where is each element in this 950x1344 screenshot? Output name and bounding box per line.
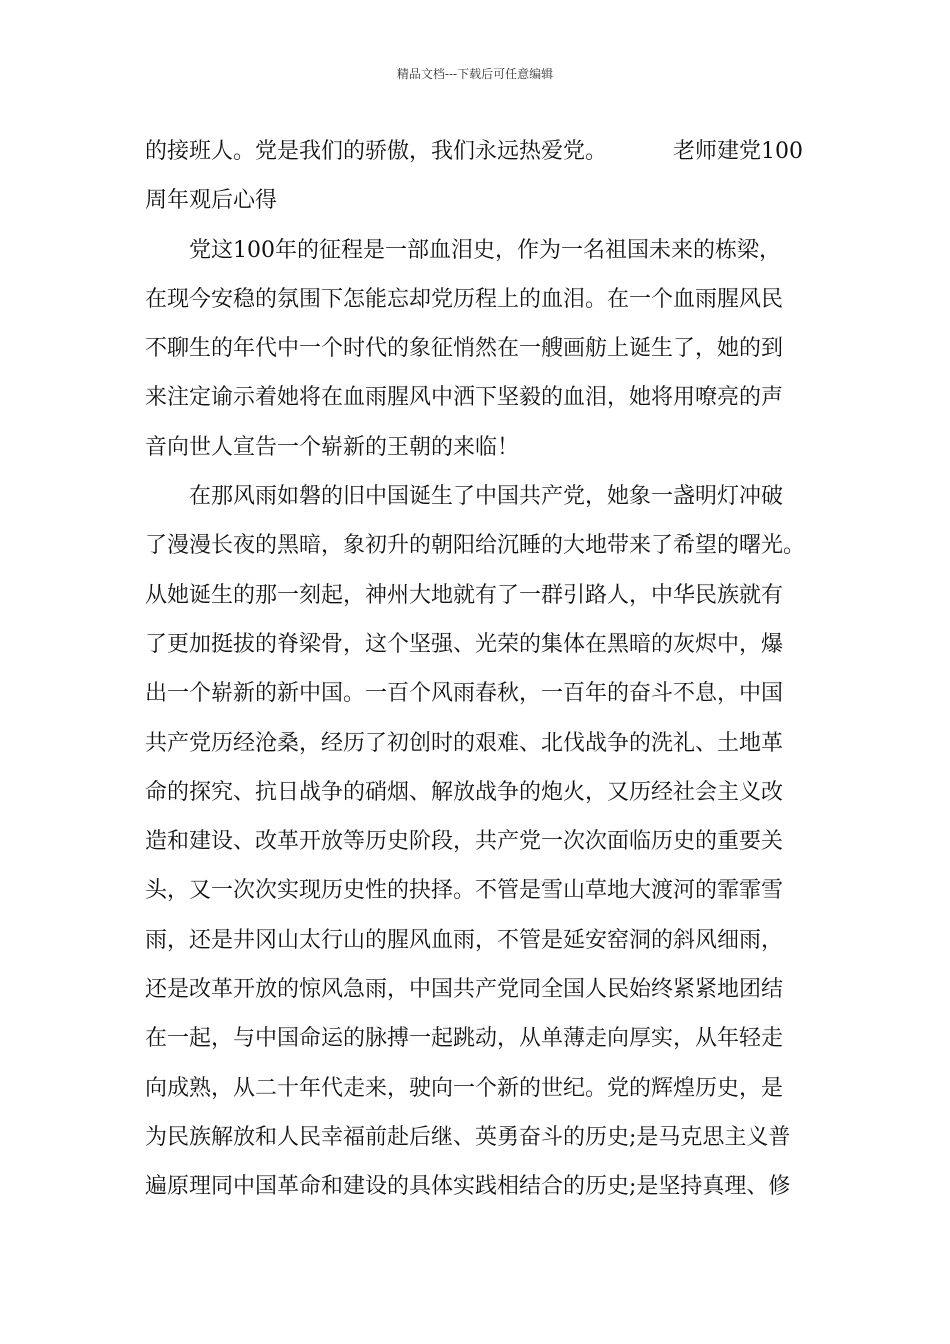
- text-line-content: 了更加挺拔的脊梁骨，这个坚强、光荣的集体在黑暗的灰烬中，爆: [145, 631, 784, 657]
- text-line-content: 共产党历经沧桑，经历了初创时的艰难、北伐战争的洗礼、土地革: [145, 730, 784, 756]
- text-line: [145, 1014, 825, 1063]
- text-line: [145, 275, 825, 324]
- paragraph-start-line: [145, 472, 825, 521]
- text-line: [145, 768, 825, 817]
- text-line: [145, 176, 825, 225]
- text-line: [145, 916, 825, 965]
- text-line-content: 来注定谕示着她将在血雨腥风中洒下坚毅的血泪，她将用嘹亮的声: [145, 385, 784, 411]
- text-line: [145, 373, 825, 422]
- text-line-content: 音向世人宣告一个崭新的王朝的来临！: [145, 434, 520, 460]
- text-line: [145, 571, 825, 620]
- text-line: [145, 1064, 825, 1113]
- text-line-content: 向成熟，从二十年代走来，驶向一个新的世纪。党的辉煌历史，是: [145, 1075, 784, 1101]
- text-line-content: 从她诞生的那一刻起，神州大地就有了一群引路人，中华民族就有: [145, 582, 784, 608]
- text-line: [145, 965, 825, 1014]
- text-line-content: 造和建设、改革开放等历史阶段，共产党一次次面临历史的重要关: [145, 829, 784, 855]
- text-line-content: 在现今安稳的氛围下怎能忘却党历程上的血泪。在一个血雨腥风民: [145, 286, 784, 312]
- text-line: [145, 817, 825, 866]
- text-line-content: 雨，还是井冈山太行山的腥风血雨，不管是延安窑洞的斜风细雨，: [145, 927, 784, 953]
- text-line-content: 头，又一次次实现历史性的抉择。不管是雪山草地大渡河的霏霏雪: [145, 878, 784, 904]
- text-line: [145, 521, 825, 570]
- text-line-content: 出一个崭新的新中国。一百个风雨春秋，一百年的奋斗不息，中国: [145, 681, 784, 707]
- text-line: [145, 324, 825, 373]
- text-line-content: 命的探究、抗日战争的硝烟、解放战争的炮火，又历经社会主义改: [145, 779, 784, 805]
- text-line-content: 在一起，与中国命运的脉搏一起跳动，从单薄走向厚实，从年轻走: [145, 1026, 784, 1052]
- heading-fragment: 老师建党100: [673, 139, 804, 164]
- text-line-content: 在那风雨如磐的旧中国诞生了中国共产党，她象一盏明灯冲破: [189, 484, 784, 510]
- document-body: [145, 127, 825, 1212]
- text-line-content: 为民族解放和人民幸福前赴后继、英勇奋斗的历史;是马克思主义普: [145, 1124, 791, 1150]
- page-header: 精品文档---下载后可任意编辑: [396, 67, 554, 81]
- text-line: [145, 669, 825, 718]
- text-line: [145, 620, 825, 669]
- text-line: [145, 423, 825, 472]
- text-line-content: 遍原理同中国革命和建设的具体实践相结合的历史;是坚持真理、修: [145, 1174, 791, 1200]
- text-line-content: 党这100年的征程是一部血泪史，作为一名祖国未来的栋梁，: [189, 237, 781, 263]
- text-line-content: 还是改革开放的惊风急雨，中国共产党同全国人民始终紧紧地团结: [145, 977, 784, 1003]
- text-line: [145, 1162, 825, 1211]
- text-line-content: 不聊生的年代中一个时代的象征悄然在一艘画舫上诞生了，她的到: [145, 336, 784, 362]
- text-line-content: 了漫漫长夜的黑暗，象初升的朝阳给沉睡的大地带来了希望的曙光。: [145, 533, 806, 559]
- text-line: [145, 866, 825, 915]
- paragraph-start-line: [145, 226, 825, 275]
- text-line: [145, 1113, 825, 1162]
- text-line-content: 的接班人。党是我们的骄傲，我们永远热爱党。: [145, 139, 608, 164]
- text-line: [145, 719, 825, 768]
- heading-fragment: 周年观后心得: [145, 188, 278, 214]
- text-line: [145, 127, 825, 176]
